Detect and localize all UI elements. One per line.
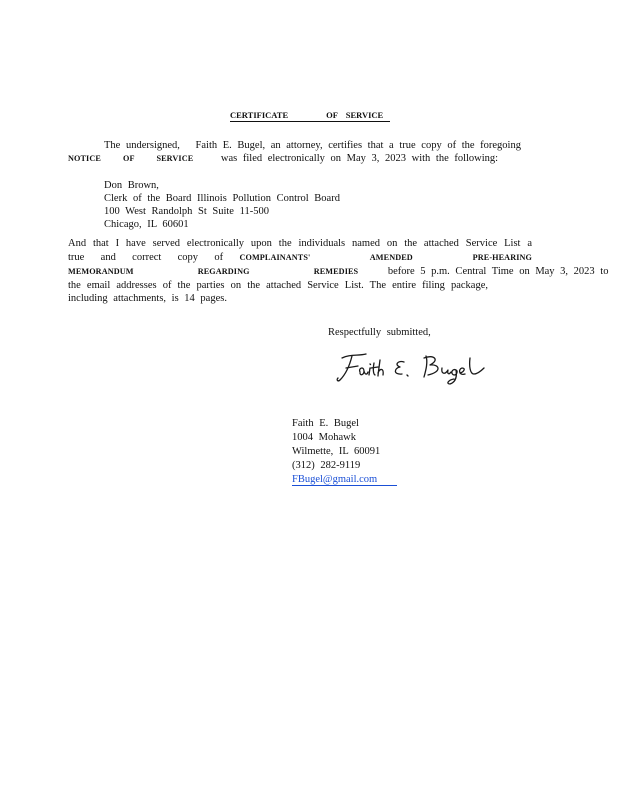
para1-line2-b: was filed electronically on May 3, 2023 with the following: xyxy=(220,153,499,164)
para2-line3-b: before 5 p.m. Central Time on May 3, 2023 to xyxy=(387,266,609,277)
para2-line2-a: true and correct copy of xyxy=(68,252,224,263)
signer-email-link[interactable]: FBugel@gmail.com xyxy=(292,474,397,486)
notice-of-service-caps: NOTICE OF SERVICE xyxy=(68,154,194,163)
signer-phone: (312) 282-9119 xyxy=(292,460,361,471)
signer-email-row xyxy=(292,473,397,486)
document-title xyxy=(230,110,390,122)
para1-line1 xyxy=(104,139,521,152)
para1-line1-a: The undersigned, xyxy=(104,140,180,151)
address-line2: Clerk of the Board Illinois Pollution Control Board xyxy=(104,193,340,204)
signer-city: Wilmette, IL 60091 xyxy=(292,446,381,457)
para2-line3 xyxy=(68,265,608,278)
para1-line1-b: Faith E. Bugel, an attorney, certifies that a true copy of the foregoing xyxy=(195,140,521,151)
para2-line4: the email addresses of the parties on the attached Service List. The entire filing package, xyxy=(68,280,488,291)
title-word-of-service: OF SERVICE xyxy=(326,110,384,120)
signer-name: Faith E. Bugel xyxy=(292,418,359,429)
address-line4: Chicago, IL 60601 xyxy=(104,219,189,230)
complainants-caps: COMPLAINANTS' AMENDED PRE-HEARING xyxy=(239,253,532,262)
address-line3: 100 West Randolph St Suite 11-500 xyxy=(104,206,269,217)
address-line1: Don Brown, xyxy=(104,180,159,191)
signer-street: 1004 Mohawk xyxy=(292,432,356,443)
para2-line1: And that I have served electronically upon the individuals named on the attached Service List a xyxy=(68,238,532,249)
signature-image xyxy=(336,346,492,386)
para1-line2 xyxy=(68,152,498,165)
para2-line2 xyxy=(68,251,532,265)
memorandum-caps: MEMORANDUM REGARDING REMEDIES xyxy=(68,267,359,276)
para2-line5: including attachments, is 14 pages. xyxy=(68,293,227,304)
closing-text: Respectfully submitted, xyxy=(328,327,431,338)
title-word-certificate: CERTIFICATE xyxy=(230,110,289,120)
